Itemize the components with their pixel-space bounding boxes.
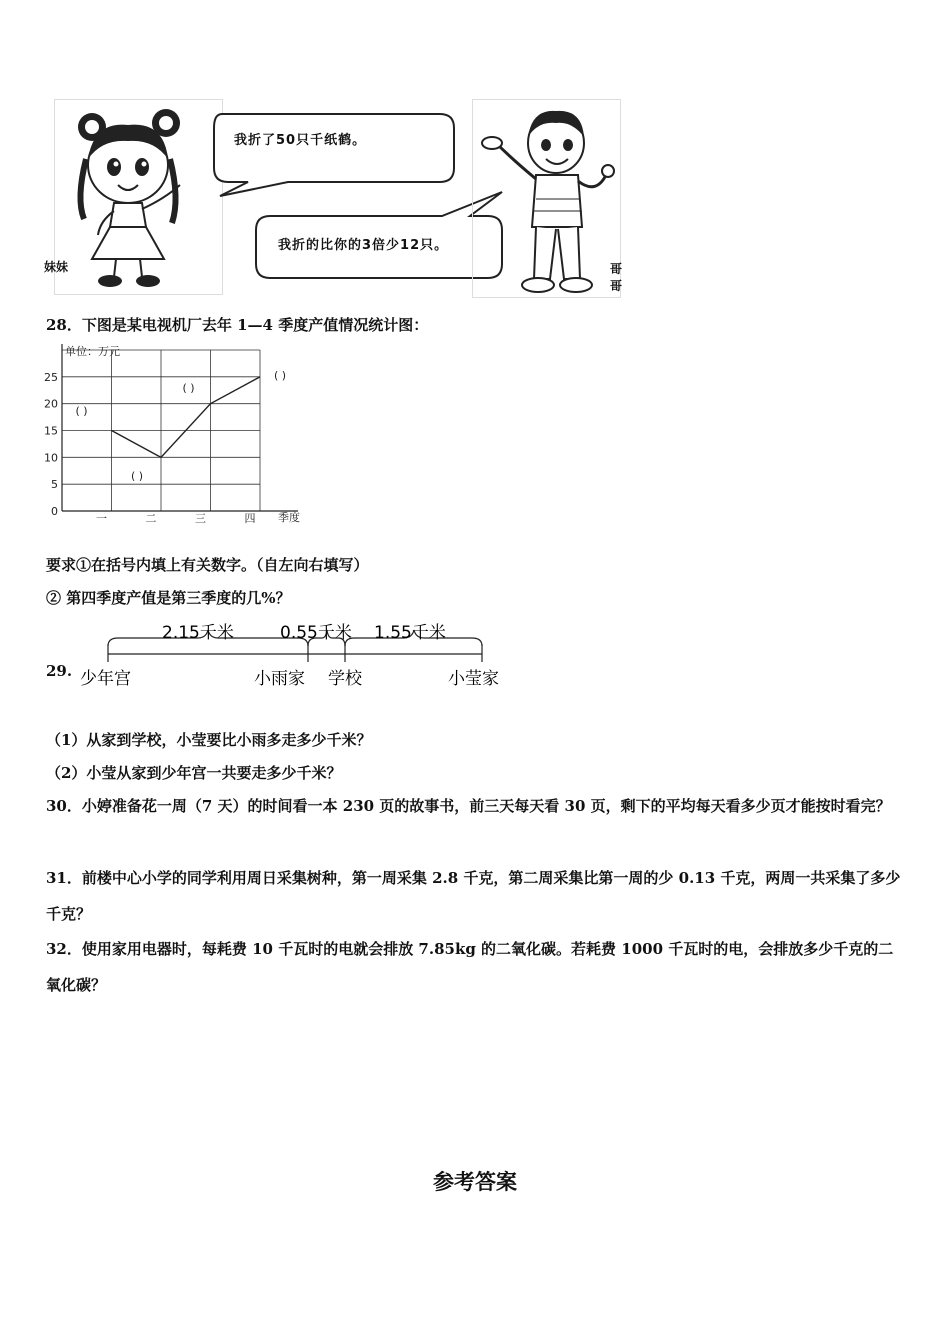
chart-data-blank: ( ): [130, 469, 144, 483]
q29-number: 29.: [46, 662, 73, 680]
chart-data-blank: ( ): [182, 381, 195, 395]
girl-speech-text: 我折了50只千纸鹤。: [234, 133, 367, 148]
boy-label: 哥哥: [610, 262, 623, 293]
chart-data-blank: ( ): [273, 368, 287, 382]
q29-sub1: （1）从家到学校，小莹要比小雨多走多少千米？: [46, 731, 372, 749]
q29-segment-label-1: 2.15千米: [162, 623, 234, 643]
q28-requirement-1: 要求①在括号内填上有关数字。（自左向右填写）: [46, 556, 369, 574]
q29-segment-label-3: 1.55千米: [374, 623, 446, 643]
chart-x-axis-label: 季度: [278, 511, 300, 524]
q31-text: 31．前楼中心小学的同学利用周日采集树种，第一周采集 2.8 千克，第二周采集比第一周的少 0.13 千克，两周一共采集了多少千克？: [46, 869, 901, 923]
q29-distance-diagram: [70, 616, 530, 696]
boy-speech-text: 我折的比你的3倍少12只。: [278, 238, 449, 253]
chart-x-tick-label: 三: [195, 512, 206, 525]
chart-y-tick-label: 15: [44, 424, 58, 438]
q28-text: 28．下图是某电视机厂去年 1—4 季度产值情况统计图：: [46, 316, 429, 334]
chart-y-tick-label: 0: [51, 505, 58, 518]
chart-x-tick-label: 四: [244, 512, 256, 525]
q29-sub2: （2）小莹从家到少年宫一共要走多少千米？: [46, 764, 342, 782]
q29-place-4: 小莹家: [448, 669, 499, 689]
q28-line-chart: [40, 340, 320, 530]
answers-title: 参考答案: [433, 1170, 517, 1194]
q29-place-1: 少年宫: [80, 669, 131, 689]
chart-y-tick-label: 10: [44, 451, 58, 465]
q29-segment-label-2: 0.55千米: [280, 623, 352, 643]
q32-text: 32．使用家用电器时，每耗费 10 千瓦时的电就会排放 7.85kg 的二氧化碳。若耗费 1000 千瓦时的电，会排放多少千克的二氧化碳？: [46, 940, 894, 994]
chart-x-tick-label: 一: [96, 512, 107, 525]
girl-label: 妹妹: [44, 260, 69, 274]
chart-unit-label: 单位：万元: [65, 345, 120, 358]
chart-x-tick-label: 二: [145, 512, 157, 525]
q30-text: 30．小婷准备花一周（7 天）的时间看一本 230 页的故事书，前三天每天看 30 页，剩下的平均每天看多少页才能按时看完？: [46, 797, 891, 815]
boy-image: [472, 99, 622, 299]
chart-y-tick-label: 25: [44, 370, 58, 384]
cartoon-illustration: [40, 96, 630, 302]
chart-y-tick-label: 20: [44, 397, 58, 411]
q28-requirement-2: ② 第四季度产值是第三季度的几%？: [46, 589, 291, 607]
girl-image: [54, 99, 224, 295]
q29-place-2: 小雨家: [254, 669, 305, 689]
chart-data-blank: ( ): [75, 404, 88, 418]
chart-y-tick-label: 5: [51, 478, 58, 492]
girl-speech-bubble: [208, 112, 458, 198]
q29-place-3: 学校: [328, 669, 362, 689]
